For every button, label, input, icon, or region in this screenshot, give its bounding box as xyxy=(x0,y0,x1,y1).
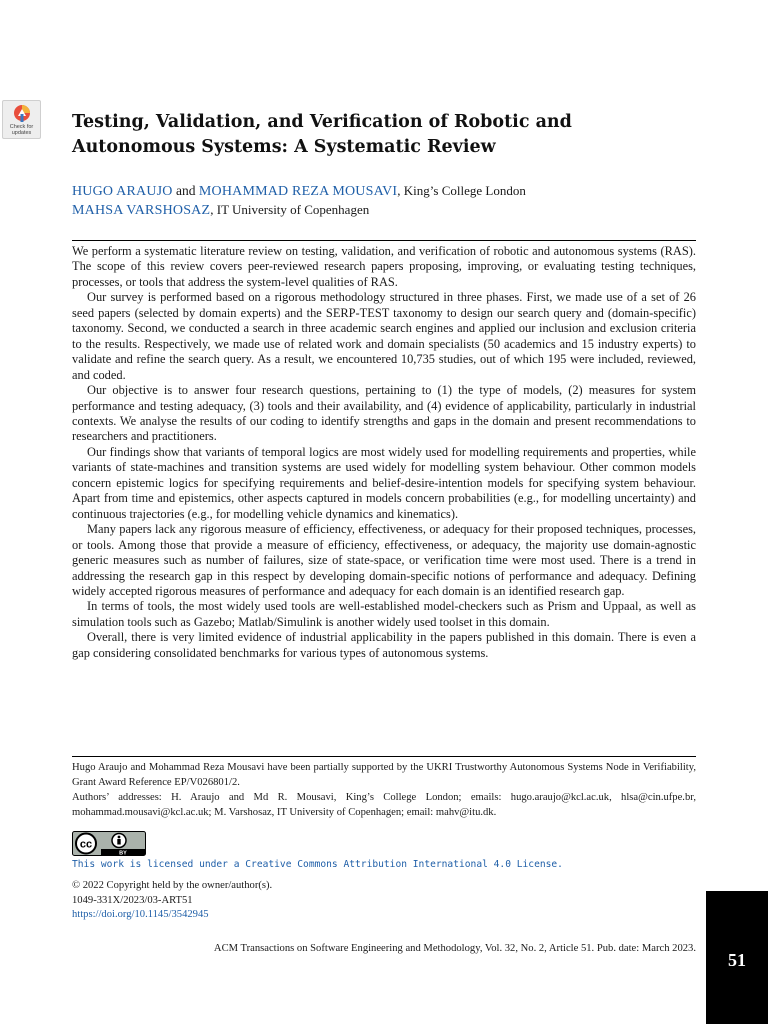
author-varshosaz: MAHSA VARSHOSAZ xyxy=(72,203,211,218)
check-updates-label-2: updates xyxy=(11,130,32,136)
abstract xyxy=(72,244,696,661)
affiliation-kcl: , King’s College London xyxy=(397,183,526,198)
authors-and: and xyxy=(172,183,199,198)
page-number: 51 xyxy=(728,950,746,970)
abstract-paragraph: Our survey is performed based on a rigorous methodology structured in three phases. First, we made use of a set of 26 seed papers (selected by domain experts) and the SERP-TEST taxonomy to design our search query and (domain-specific) taxonomy. Second, we conducted a search in three academic search engines and applied our inclusion and exclusion criteria to the results. Respectively, we made use of related work and domain specialists (50 academics and 15 industry experts) to validate and refine the search query. As a result, we encountered 10,735 studies, out of which 195 were included, reviewed, and coded. xyxy=(72,290,696,382)
journal-citation: ACM Transactions on Software Engineering and Methodology, Vol. 32, No. 2, Article 51. Pub. date: March 2023. xyxy=(213,943,696,954)
funding-note: Hugo Araujo and Mohammad Reza Mousavi have been partially supported by the UKRI Trustworthy Autonomous Systems Node in Verifiability, Grant Award Reference EP/V026801/2. xyxy=(72,762,696,788)
authors-line-1 xyxy=(72,182,712,201)
cc-icon: cc xyxy=(79,838,93,851)
doi-link[interactable]: https://doi.org/10.1145/3542945 xyxy=(72,909,209,920)
author-addresses: Authors’ addresses: H. Araujo and Md R. Mousavi, King’s College London; emails: hugo.araujo@kcl.ac.uk, hlsa@cin.ufpe.br, mohammad.mousavi@kcl.ac.uk; M. Varshosaz, IT University of Copenhagen; email: mahv@itu.dk. xyxy=(72,792,696,818)
check-updates-icon xyxy=(13,104,31,124)
abstract-paragraph: Our objective is to answer four research questions, pertaining to (1) the type of models, (2) measures for system performance and testing adequacy, (3) tools and their availability, and (4) evidence of applicability, particularly in industrial contexts. We analyse the results of our coding to identify strengths and gaps in the domain and present recommendations to researchers and practitioners. xyxy=(72,383,696,444)
abstract-paragraph: Many papers lack any rigorous measure of efficiency, effectiveness, or adequacy for their proposed techniques, processes, or tools. Among those that provide a measure of efficiency, effectiveness, or adequacy, the majority use domain-agnostic generic measures such as number of failures, size of state-space, or verification time were most used. There is a trend in addressing the research gap in this respect by developing domain-specific notions of performance and adequacy. Defining widely accepted rigorous measures of performance and adequacy for each domain is an identified research gap. xyxy=(72,522,696,598)
copyright-line: © 2022 Copyright held by the owner/author(s). xyxy=(72,880,273,891)
paper-title: Testing, Validation, and Verification of Robotic and Autonomous Systems: A Systematic Review xyxy=(72,112,572,157)
issn-article-id: 1049-331X/2023/03-ART51 xyxy=(72,894,193,906)
cc-by-license-badge[interactable] xyxy=(72,831,146,856)
abstract-paragraph: In terms of tools, the most widely used tools are well-established model-checkers such as Prism and Uppaal, as well as simulation tools such as Gazebo; Matlab/Simulink is another widely used toolset in this domain. xyxy=(72,599,696,629)
abstract-paragraph: Overall, there is very limited evidence of industrial applicability in the papers published in this domain. There is even a gap considering consolidated benchmarks for various types of autonomous systems. xyxy=(72,630,696,660)
affiliation-itu: , IT University of Copenhagen xyxy=(210,202,370,217)
footnote-rule xyxy=(72,756,696,757)
cc-by-label: BY xyxy=(119,850,127,856)
abstract-paragraph: We perform a systematic literature review on testing, validation, and verification of robotic and autonomous systems (RAS). The scope of this review covers peer-reviewed research papers proposing, improving, or evaluating testing techniques, processes, or tools that address the system-level qualities of RAS. xyxy=(72,244,696,289)
license-statement[interactable]: This work is licensed under a Creative Commons Attribution International 4.0 License. xyxy=(72,859,563,870)
check-for-updates-badge[interactable] xyxy=(2,100,41,139)
check-updates-label-1: Check for xyxy=(9,124,34,130)
footnotes xyxy=(72,760,696,820)
author-araujo: HUGO ARAUJO xyxy=(72,184,173,199)
author-mousavi: MOHAMMAD REZA MOUSAVI xyxy=(198,184,398,199)
abstract-top-rule xyxy=(72,240,696,241)
authors-line-2 xyxy=(72,201,712,220)
copyright-block xyxy=(72,879,472,923)
abstract-paragraph: Our findings show that variants of temporal logics are most widely used for modelling requirements and properties, while variants of state-machines and transition systems are used widely for modelling system behaviour. Other common models concern epistemic logics for specifying requirements and belief-desire-intention models for specifying system behaviour. Apart from time and epistemics, other aspects captured in models concern probabilities (e.g., for modelling uncertainty) and continuous trajectories (e.g., for modelling vehicle dynamics and kinematics). xyxy=(72,444,696,521)
